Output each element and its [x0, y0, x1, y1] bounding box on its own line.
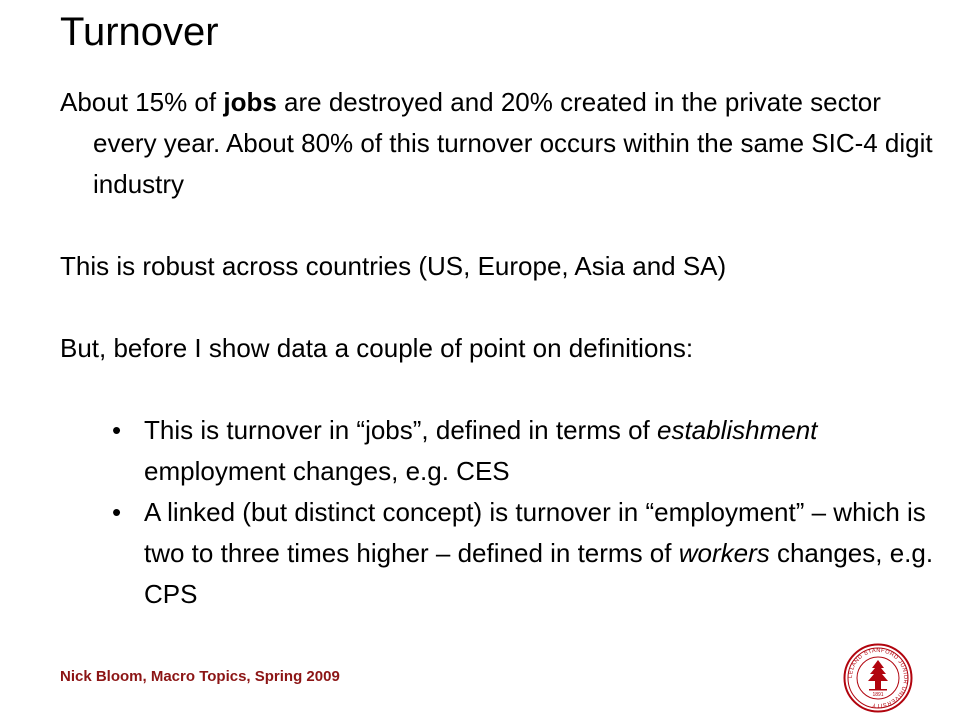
paragraph-robustness: This is robust across countries (US, Europe, Asia and SA)	[60, 251, 727, 281]
bullet2-text-start: A linked (but distinct concept) is turnover in “employment” – which is two to three times higher – defined in terms of	[144, 497, 926, 568]
slide-title: Turnover	[60, 10, 219, 54]
para1-text-start: About 15% of	[60, 87, 224, 117]
spacer	[60, 369, 940, 410]
bullet-dot-icon: •	[112, 497, 122, 527]
para1-bold-jobs: jobs	[223, 87, 277, 117]
bullet-item-jobs	[112, 410, 940, 492]
slide-footer: Nick Bloom, Macro Topics, Spring 2009	[60, 668, 340, 685]
seal-year: 1891	[872, 692, 884, 698]
definitions-bullet-list	[60, 410, 940, 615]
slide-body	[60, 82, 940, 615]
seal-lettering: LELAND STANFORD JUNIOR UNIVERSITY	[847, 647, 909, 709]
bullet-dot-icon: •	[112, 415, 122, 445]
spacer	[60, 205, 940, 246]
spacer	[60, 287, 940, 328]
paragraph-jobs-turnover	[60, 82, 940, 205]
bullet2-italic: workers	[678, 538, 770, 568]
stanford-seal-icon	[843, 643, 913, 713]
bullet1-text-end: employment changes, e.g. CES	[144, 456, 510, 486]
bullet-item-employment	[112, 492, 940, 615]
bullet1-text-start: This is turnover in “jobs”, defined in terms of	[144, 415, 657, 445]
para1-text-end: are destroyed and 20% created in the private sector every year. About 80% of this turnover occurs within the same SIC-4 digit industry	[93, 87, 933, 199]
bullet2-text-end: changes, e.g. CPS	[144, 538, 934, 609]
bullet1-italic: establishment	[656, 415, 818, 445]
paragraph-definitions-intro: But, before I show data a couple of point on definitions:	[60, 333, 694, 363]
